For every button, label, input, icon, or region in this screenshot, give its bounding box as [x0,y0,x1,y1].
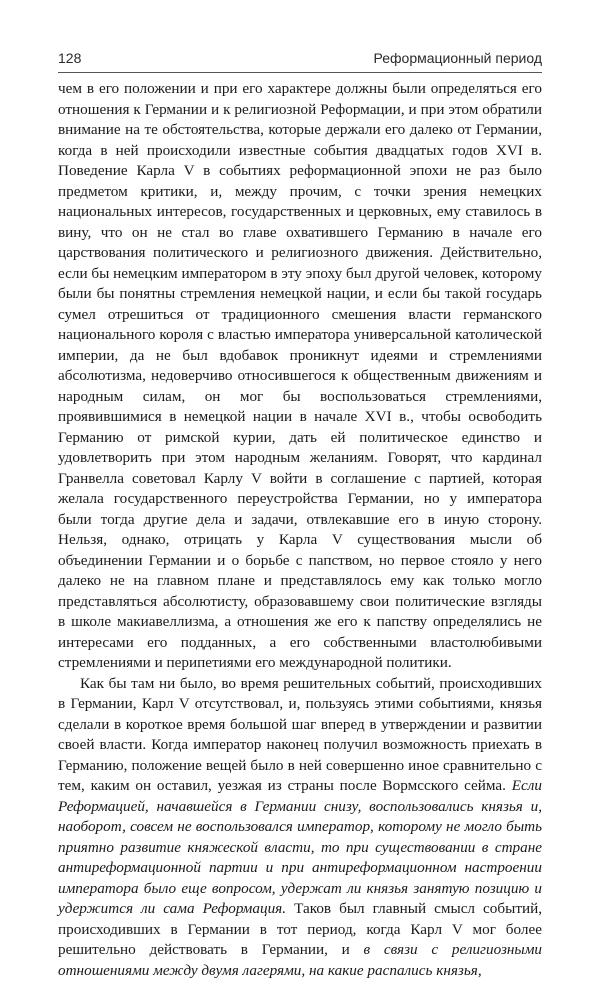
paragraph-2-intro: Как бы там ни было, во время решительных событий, происходивших в Германии, Карл V отсутствовал, и, пользуясь этими событиями, князья сделали в короткое время большой шаг вперед в утверждении и развитии своей власти. Когда император наконец получил возможность приехать в Германию, положение вещей было в ней совершенно иное сравнительно с тем, каким он оставил, уезжая из страны после Вормсского сейма. [58,675,542,795]
paragraph-2-italic-1: Если Реформацией, начавшейся в Германии снизу, воспользовались князья и, наоборот, совсем не воспользовался император, которому не могло быть приятно развитие княжеской власти, то при существовании в стране антиреформационной партии и при антиреформационном настроении императора было еще вопросом, удержат ли князья занятую позицию и удержится ли сама Реформация. [58,777,542,917]
paragraph-1: чем в его положении и при его характере должны были определяться его отношения к Германии и к религиозной Реформации, и при этом обратили внимание на те обстоятельства, которые держали его далеко от Германии, когда в ней происходили известные события двадцатых годов XVI в. Поведение Карла V в событиях реформационной эпохи не раз было предметом критики, и, между прочим, с точки зрения немецких национальных интересов, государственных и церковных, ему ставилось в вину, что он не стал во главе охватившего Германию в начале его царствования политического и религиозного движения. Действительно, если бы немецким императором в эту эпоху был другой человек, которому были бы понятны стремления немецкой нации, и если бы такой государь сумел отрешиться от традиционного смешения власти германского национального короля с властью императора универсальной католической империи, да не был вдобавок проникнут идеями и стремлениями абсолютизма, недоверчиво относившегося к общественным движениям и народным силам, он мог бы воспользоваться стремлениями, проявившимися в немецкой нации в начале XVI в., чтобы освободить Германию от римской курии, дать ей политическое единство и удовлетворить при этом народным желаниям. Говорят, что кардинал Гранвелла советовал Карлу V войти в соглашение с партией, которая желала государственного переустройства Германии, но у императора были тогда другие дела и задачи, отвлекавшие его в иную сторону. Нельзя, однако, отрицать у Карла V существования мысли об объединении Германии и о борьбе с папством, но первое стояло у него далеко не на главном плане и представлялось ему как только могло представляться абсолютисту, образовавшему свои политические взгляды в школе макиавеллизма, а отношения же его к папству определялись не интересами его подданных, а его собственными властолюбивыми стремлениями и перипетиями его международной политики. [58,79,542,674]
header-divider [58,72,542,73]
paragraph-2-middle: Таков был главный смысл событий, происходивших в Германии в тот период, когда Карл V мог более решительно действовать в Германии, и [58,900,542,958]
paragraph-2-italic-2: в связи с религиозными отношениями между двумя лагерями, на какие распались князья, [58,941,542,979]
paragraph-2 [58,674,542,981]
page-number: 128 [58,50,81,66]
page-header [58,50,542,70]
body-text [58,79,542,981]
running-title: Реформационный период [374,50,543,66]
